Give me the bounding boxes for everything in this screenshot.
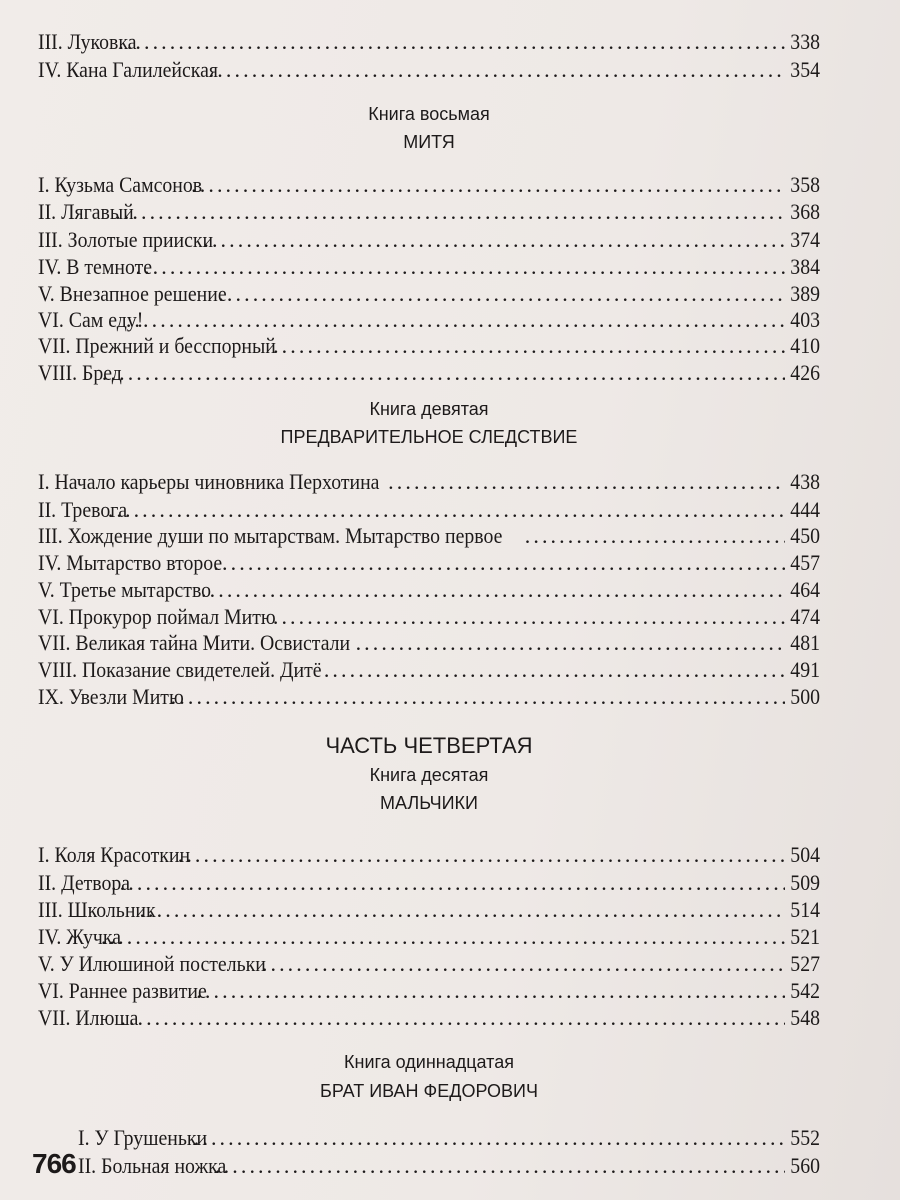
entry-page: 509 <box>790 870 820 895</box>
section-heading: Книга десятая <box>369 765 489 785</box>
entry-page: 358 <box>790 172 820 197</box>
section-heading: Книга восьмая <box>368 104 490 124</box>
entry-page: 438 <box>790 469 820 494</box>
dot-leader <box>101 923 785 951</box>
toc-entry <box>38 522 820 550</box>
toc-entry <box>38 359 820 387</box>
entry-title: I. Кузьма Самсонов <box>38 172 203 197</box>
entry-title: I. У Грушеньки <box>78 1125 208 1150</box>
section-heading: Книга одиннадцатая <box>344 1052 514 1072</box>
entry-title: VIII. Бред <box>38 360 122 385</box>
dot-leader <box>178 841 785 869</box>
entry-page: 403 <box>790 307 820 332</box>
toc-entry <box>38 841 820 869</box>
entry-page: 410 <box>790 333 820 358</box>
dot-leader <box>126 306 785 334</box>
entry-title: III. Школьник <box>38 897 156 922</box>
dot-leader <box>191 171 785 199</box>
entry-page: 481 <box>790 630 820 655</box>
toc-entry <box>78 1152 820 1180</box>
dot-leader <box>262 950 785 978</box>
entry-title: IX. Увезли Митю <box>38 684 184 709</box>
toc-entry <box>38 923 820 951</box>
page-number: 766 <box>32 1148 76 1179</box>
toc-entry <box>38 468 820 496</box>
toc-entry <box>38 629 820 657</box>
toc-entry <box>38 198 820 226</box>
entry-page: 504 <box>790 842 820 867</box>
toc-entry <box>38 896 820 924</box>
dot-leader <box>209 56 785 84</box>
dot-leader <box>135 253 785 281</box>
toc-entry <box>38 1004 820 1032</box>
dot-leader <box>215 1152 785 1180</box>
entry-page: 384 <box>790 254 820 279</box>
entry-page: 514 <box>790 897 820 922</box>
entry-title: II. Тревога <box>38 497 128 522</box>
entry-page: 354 <box>790 57 820 82</box>
toc-entry <box>38 28 820 56</box>
dot-leader <box>171 683 785 711</box>
toc-entry <box>38 683 820 711</box>
toc-entry <box>38 603 820 631</box>
entry-page: 426 <box>790 360 820 385</box>
toc-entry <box>38 869 820 897</box>
entry-title: VIII. Показание свидетелей. Дитё <box>38 657 322 682</box>
dot-leader <box>273 603 785 631</box>
section-heading: МАЛЬЧИКИ <box>380 793 478 813</box>
entry-title: VII. Илюша <box>38 1005 139 1030</box>
entry-page: 542 <box>790 978 820 1003</box>
entry-page: 474 <box>790 604 820 629</box>
entry-page: 464 <box>790 577 820 602</box>
dot-leader <box>388 468 785 496</box>
dot-leader <box>356 629 785 657</box>
toc-entry <box>38 332 820 360</box>
entry-page: 374 <box>790 227 820 252</box>
entry-title: III. Луковка <box>38 29 137 54</box>
entry-page: 491 <box>790 657 820 682</box>
dot-leader <box>203 226 785 254</box>
dot-leader <box>115 198 785 226</box>
toc-entry <box>38 253 820 281</box>
toc-entry <box>78 1124 820 1152</box>
entry-title: I. Коля Красоткин <box>38 842 191 867</box>
dot-leader <box>194 1124 785 1152</box>
entry-page: 521 <box>790 924 820 949</box>
toc-entry <box>38 496 820 524</box>
entry-page: 500 <box>790 684 820 709</box>
dot-leader <box>139 896 785 924</box>
section-heading: БРАТ ИВАН ФЕДОРОВИЧ <box>320 1081 538 1101</box>
toc-entry <box>38 977 820 1005</box>
entry-page: 457 <box>790 550 820 575</box>
entry-title: II. Больная ножка <box>78 1153 227 1178</box>
toc-entry <box>38 171 820 199</box>
dot-leader <box>324 656 785 684</box>
entry-title: IV. Мытарство второе <box>38 550 223 575</box>
dot-leader <box>201 576 785 604</box>
entry-title: IV. В темноте <box>38 254 153 279</box>
section-heading: ПРЕДВАРИТЕЛЬНОЕ СЛЕДСТВИЕ <box>280 427 578 447</box>
toc-entry <box>38 950 820 978</box>
entry-page: 552 <box>790 1125 820 1150</box>
entry-title: VI. Прокурор поймал Митю <box>38 604 276 629</box>
toc-entry <box>38 280 820 308</box>
dot-leader <box>111 869 785 897</box>
entry-page: 368 <box>790 199 820 224</box>
entry-title: III. Хождение души по мытарствам. Мытарство первое <box>38 523 503 548</box>
entry-title: V. Третье мытарство <box>38 577 212 602</box>
entry-page: 389 <box>790 281 820 306</box>
entry-title: II. Детвора <box>38 870 131 895</box>
entry-title: I. Начало карьеры чиновника Перхотина <box>38 469 380 494</box>
toc-entry <box>38 656 820 684</box>
entry-title: VII. Великая тайна Мити. Освистали <box>38 630 351 655</box>
entry-page: 527 <box>790 951 820 976</box>
entry-title: VII. Прежний и бесспорный <box>38 333 276 358</box>
dot-leader <box>108 496 785 524</box>
entry-title: VI. Сам еду! <box>38 307 144 332</box>
dot-leader <box>218 280 785 308</box>
entry-page: 450 <box>790 523 820 548</box>
entry-page: 560 <box>790 1153 820 1178</box>
toc-entry <box>38 56 820 84</box>
toc-entry <box>38 549 820 577</box>
entry-page: 548 <box>790 1005 820 1030</box>
dot-leader <box>273 332 785 360</box>
section-heading: МИТЯ <box>403 132 455 152</box>
entry-page: 444 <box>790 497 820 522</box>
toc-entry <box>38 306 820 334</box>
dot-leader <box>213 549 785 577</box>
dot-leader <box>102 359 785 387</box>
section-heading: Книга девятая <box>369 399 489 419</box>
entry-title: VI. Раннее развитие <box>38 978 207 1003</box>
entry-title: II. Лягавый <box>38 199 134 224</box>
entry-title: IV. Жучка <box>38 924 121 949</box>
entry-page: 338 <box>790 29 820 54</box>
toc-entry <box>38 226 820 254</box>
dot-leader <box>196 977 785 1005</box>
dot-leader <box>118 28 785 56</box>
entry-title: IV. Кана Галилейская <box>38 57 218 82</box>
entry-title: V. Внезапное решение <box>38 281 227 306</box>
entry-title: V. У Илюшиной постельки <box>38 951 266 976</box>
dot-leader <box>525 522 785 550</box>
dot-leader <box>120 1004 785 1032</box>
toc-entry <box>38 576 820 604</box>
part-heading: ЧАСТЬ ЧЕТВЕРТАЯ <box>325 733 533 758</box>
entry-title: III. Золотые прииски <box>38 227 214 252</box>
